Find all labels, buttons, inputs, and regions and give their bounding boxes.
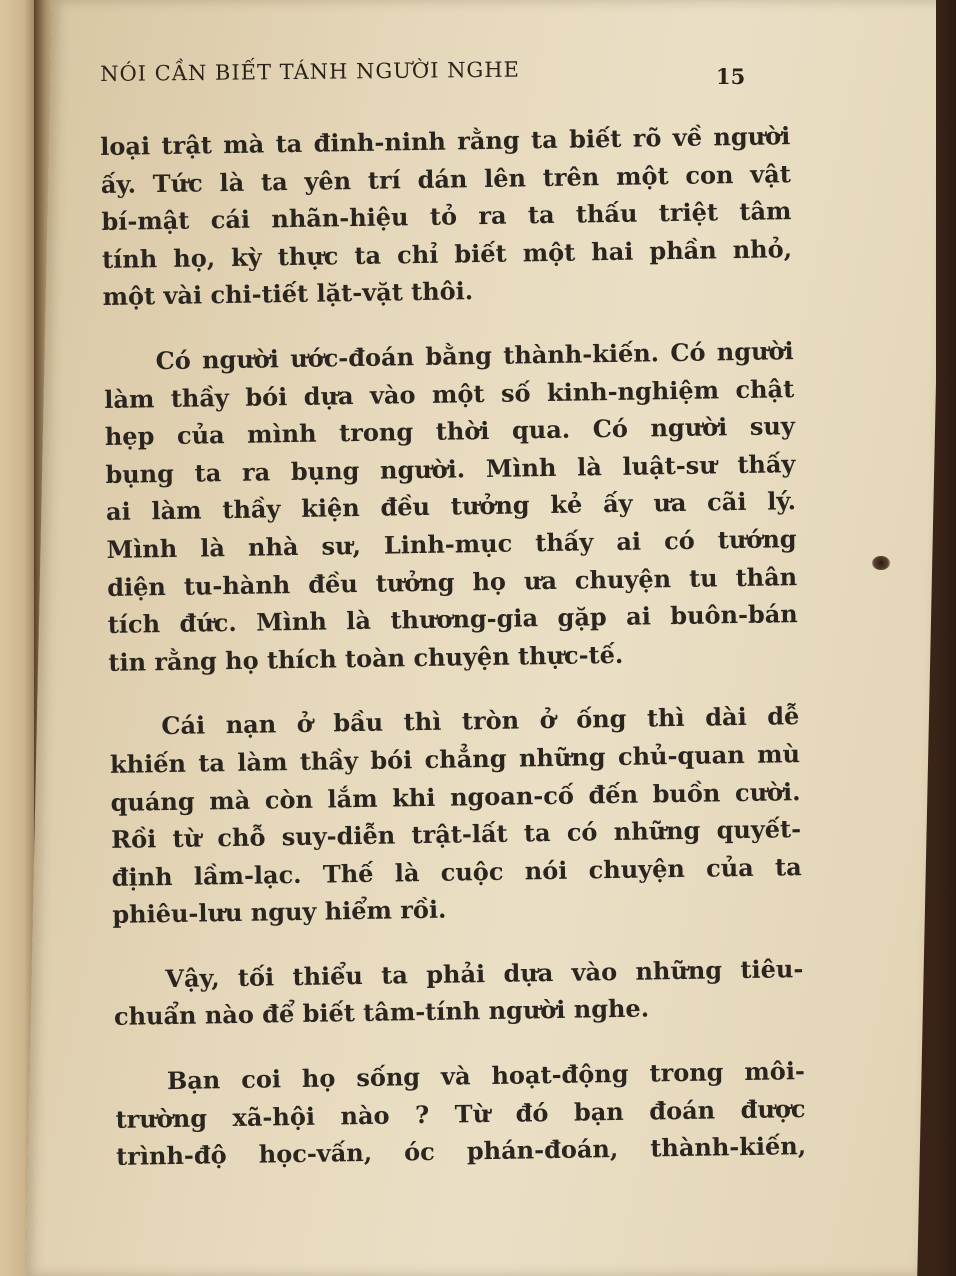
text-line: tin rằng họ thích toàn chuyện thực-tế. bbox=[108, 639, 624, 677]
text-line: bụng ta ra bụng người. Mình là luật-sư thấy bbox=[105, 448, 796, 489]
paragraph bbox=[115, 1052, 807, 1176]
text-line: Có người ước-đoán bằng thành-kiến. Có người bbox=[155, 336, 794, 376]
text-line: định lầm-lạc. Thế là cuộc nói chuyện của ta bbox=[111, 851, 802, 892]
text-line: diện tu-hành đều tưởng họ ưa chuyện tu thân bbox=[106, 561, 798, 602]
table-background bbox=[936, 0, 956, 1276]
paragraph bbox=[103, 332, 798, 681]
text-line: làm thầy bói dựa vào một số kinh-nghiệm chật bbox=[104, 373, 795, 414]
text-line: Rồi từ chỗ suy-diễn trật-lất ta có những quyết- bbox=[110, 814, 802, 855]
text-line: loại trật mà ta đinh-ninh rằng ta biết rõ về người bbox=[100, 121, 791, 161]
text-line: quáng mà còn lắm khi ngoan-cố đến buồn cười. bbox=[110, 776, 801, 817]
text-line: Bạn coi họ sống và hoạt-động trong môi- bbox=[166, 1056, 806, 1096]
text-line: chuẩn nào để biết tâm-tính người nghe. bbox=[113, 993, 650, 1032]
text-line: phiêu-lưu nguy hiểm rồi. bbox=[112, 894, 447, 930]
text-line: Cái nạn ở bầu thì tròn ở ống thì dài dễ bbox=[161, 701, 800, 741]
paragraph bbox=[100, 117, 793, 316]
text-line: tích đức. Mình là thương-gia gặp ai buôn-bán bbox=[107, 599, 798, 640]
text-line: Vậy, tối thiểu ta phải dựa vào những tiêu- bbox=[165, 953, 804, 993]
text-line: một vài chi-tiết lặt-vặt thôi. bbox=[102, 276, 474, 312]
text-line: tính họ, kỳ thực ta chỉ biết một hai phần nhỏ, bbox=[101, 233, 793, 274]
page-number: 15 bbox=[716, 64, 746, 89]
text-line: trường xã-hội nào ? Từ đó bạn đoán được bbox=[115, 1093, 806, 1134]
ink-smudge bbox=[872, 556, 890, 570]
text-line: khiến ta làm thầy bói chẳng những chủ-quan mù bbox=[109, 738, 801, 779]
text-line: ai làm thầy kiện đều tưởng kẻ ấy ưa cãi lý. bbox=[105, 486, 797, 527]
page-body bbox=[100, 117, 806, 1176]
text-line: ấy. Tức là ta yên trí dán lên trên một con vật bbox=[100, 158, 792, 199]
text-line: bí-mật cái nhãn-hiệu tỏ ra ta thấu triệt tâm bbox=[101, 196, 792, 237]
paragraph bbox=[109, 697, 802, 933]
paragraph bbox=[113, 950, 804, 1036]
text-line: hẹp của mình trong thời qua. Có người suy bbox=[104, 411, 795, 452]
running-header: NÓI CẦN BIẾT TÁNH NGƯỜI NGHE bbox=[100, 57, 521, 86]
text-line: trình-độ học-vấn, óc phán-đoán, thành-kiến, bbox=[115, 1131, 807, 1172]
text-line: Mình là nhà sư, Linh-mục thấy ai có tướng bbox=[106, 524, 797, 564]
